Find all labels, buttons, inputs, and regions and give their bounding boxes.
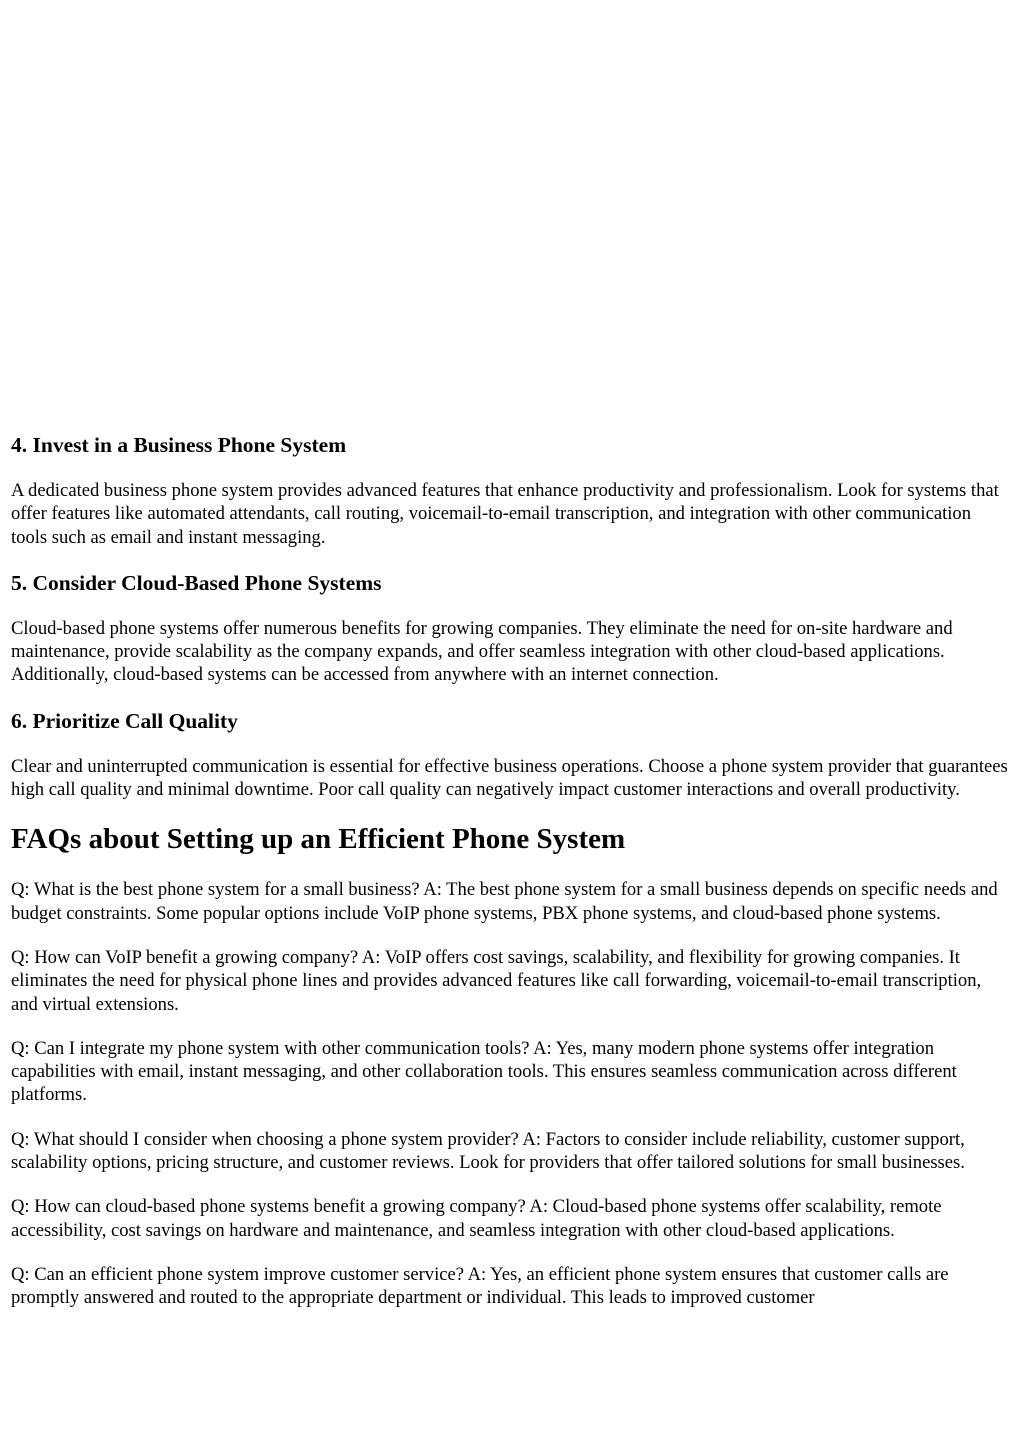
document-page [11,0,1011,1331]
faq-item: Q: Can I integrate my phone system with other communication tools? A: Yes, many modern phone systems offer integration capabilities with email, instant messaging, and other collaboration tools. This ensures seamless communication across different platforms. [11,1037,957,1106]
section-body-4: A dedicated business phone system provides advanced features that enhance productivity and professionalism. Look for systems that offer features like automated attendants, call routing, voicemail-to-email transcription, and integration with other communication tools such as email and instant messaging. [11,480,999,548]
section-heading-6: 6. Prioritize Call Quality [11,708,238,733]
faq-item: Q: How can cloud-based phone systems benefit a growing company? A: Cloud-based phone systems offer scalability, remote accessibility, cost savings on hardware and maintenance, and seamless integration with other cloud-based applications. [11,1196,942,1241]
section-heading-5: 5. Consider Cloud-Based Phone Systems [11,570,382,595]
section-body-5: Cloud-based phone systems offer numerous benefits for growing companies. They eliminate the need for on-site hardware and maintenance, provide scalability as the company expands, and offer seamless integration with other cloud-based applications. Additionally, cloud-based systems can be accessed from anywhere with an internet connection. [11,617,953,686]
blank-area [11,0,1011,432]
faq-title: FAQs about Setting up an Efficient Phone System [11,823,626,856]
faq-item: Q: What is the best phone system for a small business? A: The best phone system for a small business depends on specific needs and budget constraints. Some popular options include VoIP phone systems, PBX phone systems, and cloud-based phone systems. [11,879,998,924]
faq-item: Q: What should I consider when choosing a phone system provider? A: Factors to consider include reliability, customer support, scalability options, pricing structure, and customer reviews. Look for providers that offer tailored solutions for small businesses. [11,1128,965,1174]
faq-item: Q: How can VoIP benefit a growing company? A: VoIP offers cost savings, scalability, and flexibility for growing companies. It eliminates the need for physical phone lines and provides advanced features like call forwarding, voicemail-to-email transcription, and virtual extensions. [11,946,982,1015]
section-heading-4: 4. Invest in a Business Phone System [11,433,347,457]
faq-item: Q: Can an efficient phone system improve customer service? A: Yes, an efficient phone system ensures that customer calls are promptly answered and routed to the appropriate department or individual. This leads to improved customer [11,1263,949,1309]
section-body-6: Clear and uninterrupted communication is essential for effective business operations. Choose a phone system provider that guarantees high call quality and minimal downtime. Poor call quality can negatively impact customer interactions and overall productivity. [11,755,1008,801]
